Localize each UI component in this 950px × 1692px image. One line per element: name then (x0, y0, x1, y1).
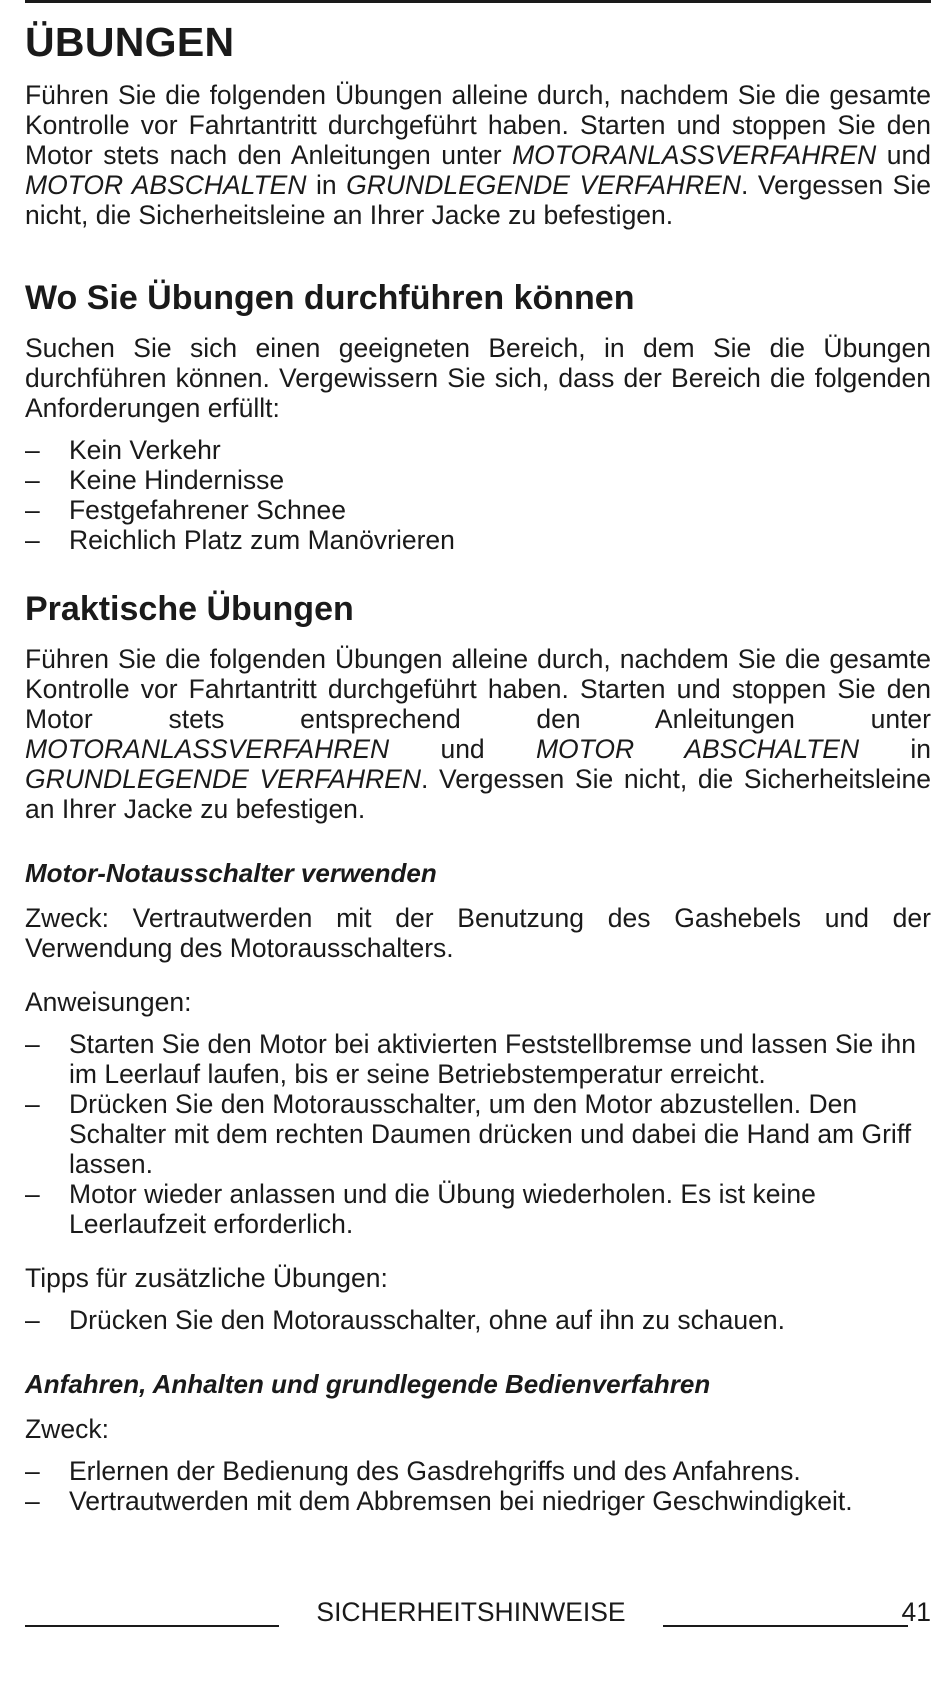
startstop-heading: Anfahren, Anhalten und grundlegende Bedienverfahren (25, 1369, 711, 1399)
where-heading: Wo Sie Übungen durchführen können (25, 279, 635, 317)
list-item: – Kein Verkehr (25, 435, 221, 465)
tips-label: Tipps für zusätzliche Übungen: (25, 1263, 388, 1293)
list-item: – Vertrautwerden mit dem Abbremsen bei niedriger Geschwindigkeit. (25, 1486, 853, 1516)
list-item: – Erlernen der Bedienung des Gasdrehgriffs und des Anfahrens. (25, 1456, 801, 1486)
startstop-purpose-label: Zweck: (25, 1414, 109, 1444)
top-rule (25, 0, 931, 3)
footer-rule-right (663, 1625, 908, 1627)
instructions-label: Anweisungen: (25, 987, 192, 1017)
where-paragraph: Suchen Sie sich einen geeigneten Bereich, in dem Sie die Übungen durchführen können. Vergewissern Sie sich, dass der Bereich die folgenden Anforderungen erfüllt: (25, 333, 931, 423)
list-item: – Drücken Sie den Motorausschalter, ohne auf ihn zu schauen. (25, 1305, 785, 1335)
practical-paragraph: Führen Sie die folgenden Übungen alleine durch, nachdem Sie die gesamte Kontrolle vor Fahrtantritt durchgeführt haben. Starten und stoppen Sie den Motor stets entsprechend den Anleitungen unter MOTORANLASSVERFAHREN und MOTOR ABSCHALTEN in GRUNDLEGENDE VERFAHREN. Vergessen Sie nicht, die Sicherheitsleine an Ihrer Jacke zu befestigen. (25, 644, 931, 824)
instructions-list (25, 1029, 931, 1239)
killswitch-heading: Motor-Notausschalter verwenden (25, 858, 437, 888)
list-item: – Starten Sie den Motor bei aktivierten Feststellbremse und lassen Sie ihn im Leerlauf laufen, bis er seine Betriebstemperatur erreicht. (25, 1029, 916, 1089)
killswitch-purpose: Zweck: Vertrautwerden mit der Benutzung des Gashebels und der Verwendung des Motorausschalters. (25, 903, 931, 963)
list-item: – Festgefahrener Schnee (25, 495, 346, 525)
footer-rule-left (25, 1625, 279, 1627)
page-footer (25, 1592, 931, 1632)
intro-paragraph: Führen Sie die folgenden Übungen alleine durch, nachdem Sie die gesamte Kontrolle vor Fahrtantritt durchgeführt haben. Starten und stoppen Sie den Motor stets nach den Anleitungen unter MOTORANLASSVERFAHREN und MOTOR ABSCHALTEN in GRUNDLEGENDE VERFAHREN. Vergessen Sie nicht, die Sicherheitsleine an Ihrer Jacke zu befestigen. (25, 80, 931, 230)
practical-heading: Praktische Übungen (25, 590, 354, 628)
startstop-list (25, 1456, 931, 1516)
where-requirements-list (25, 435, 931, 555)
footer-section-title: SICHERHEITSHINWEISE (316, 1597, 626, 1627)
list-item: – Drücken Sie den Motorausschalter, um den Motor abzustellen. Den Schalter mit dem rechten Daumen drücken und dabei die Hand am Griff lassen. (25, 1089, 912, 1179)
document-page (25, 0, 931, 1516)
page-title: ÜBUNGEN (25, 19, 235, 65)
list-item: – Keine Hindernisse (25, 465, 285, 495)
page-number: 41 (901, 1597, 931, 1627)
list-item: – Motor wieder anlassen und die Übung wiederholen. Es ist keine Leerlaufzeit erforderlich. (25, 1179, 816, 1239)
tips-list (25, 1305, 931, 1335)
list-item: – Reichlich Platz zum Manövrieren (25, 525, 455, 555)
